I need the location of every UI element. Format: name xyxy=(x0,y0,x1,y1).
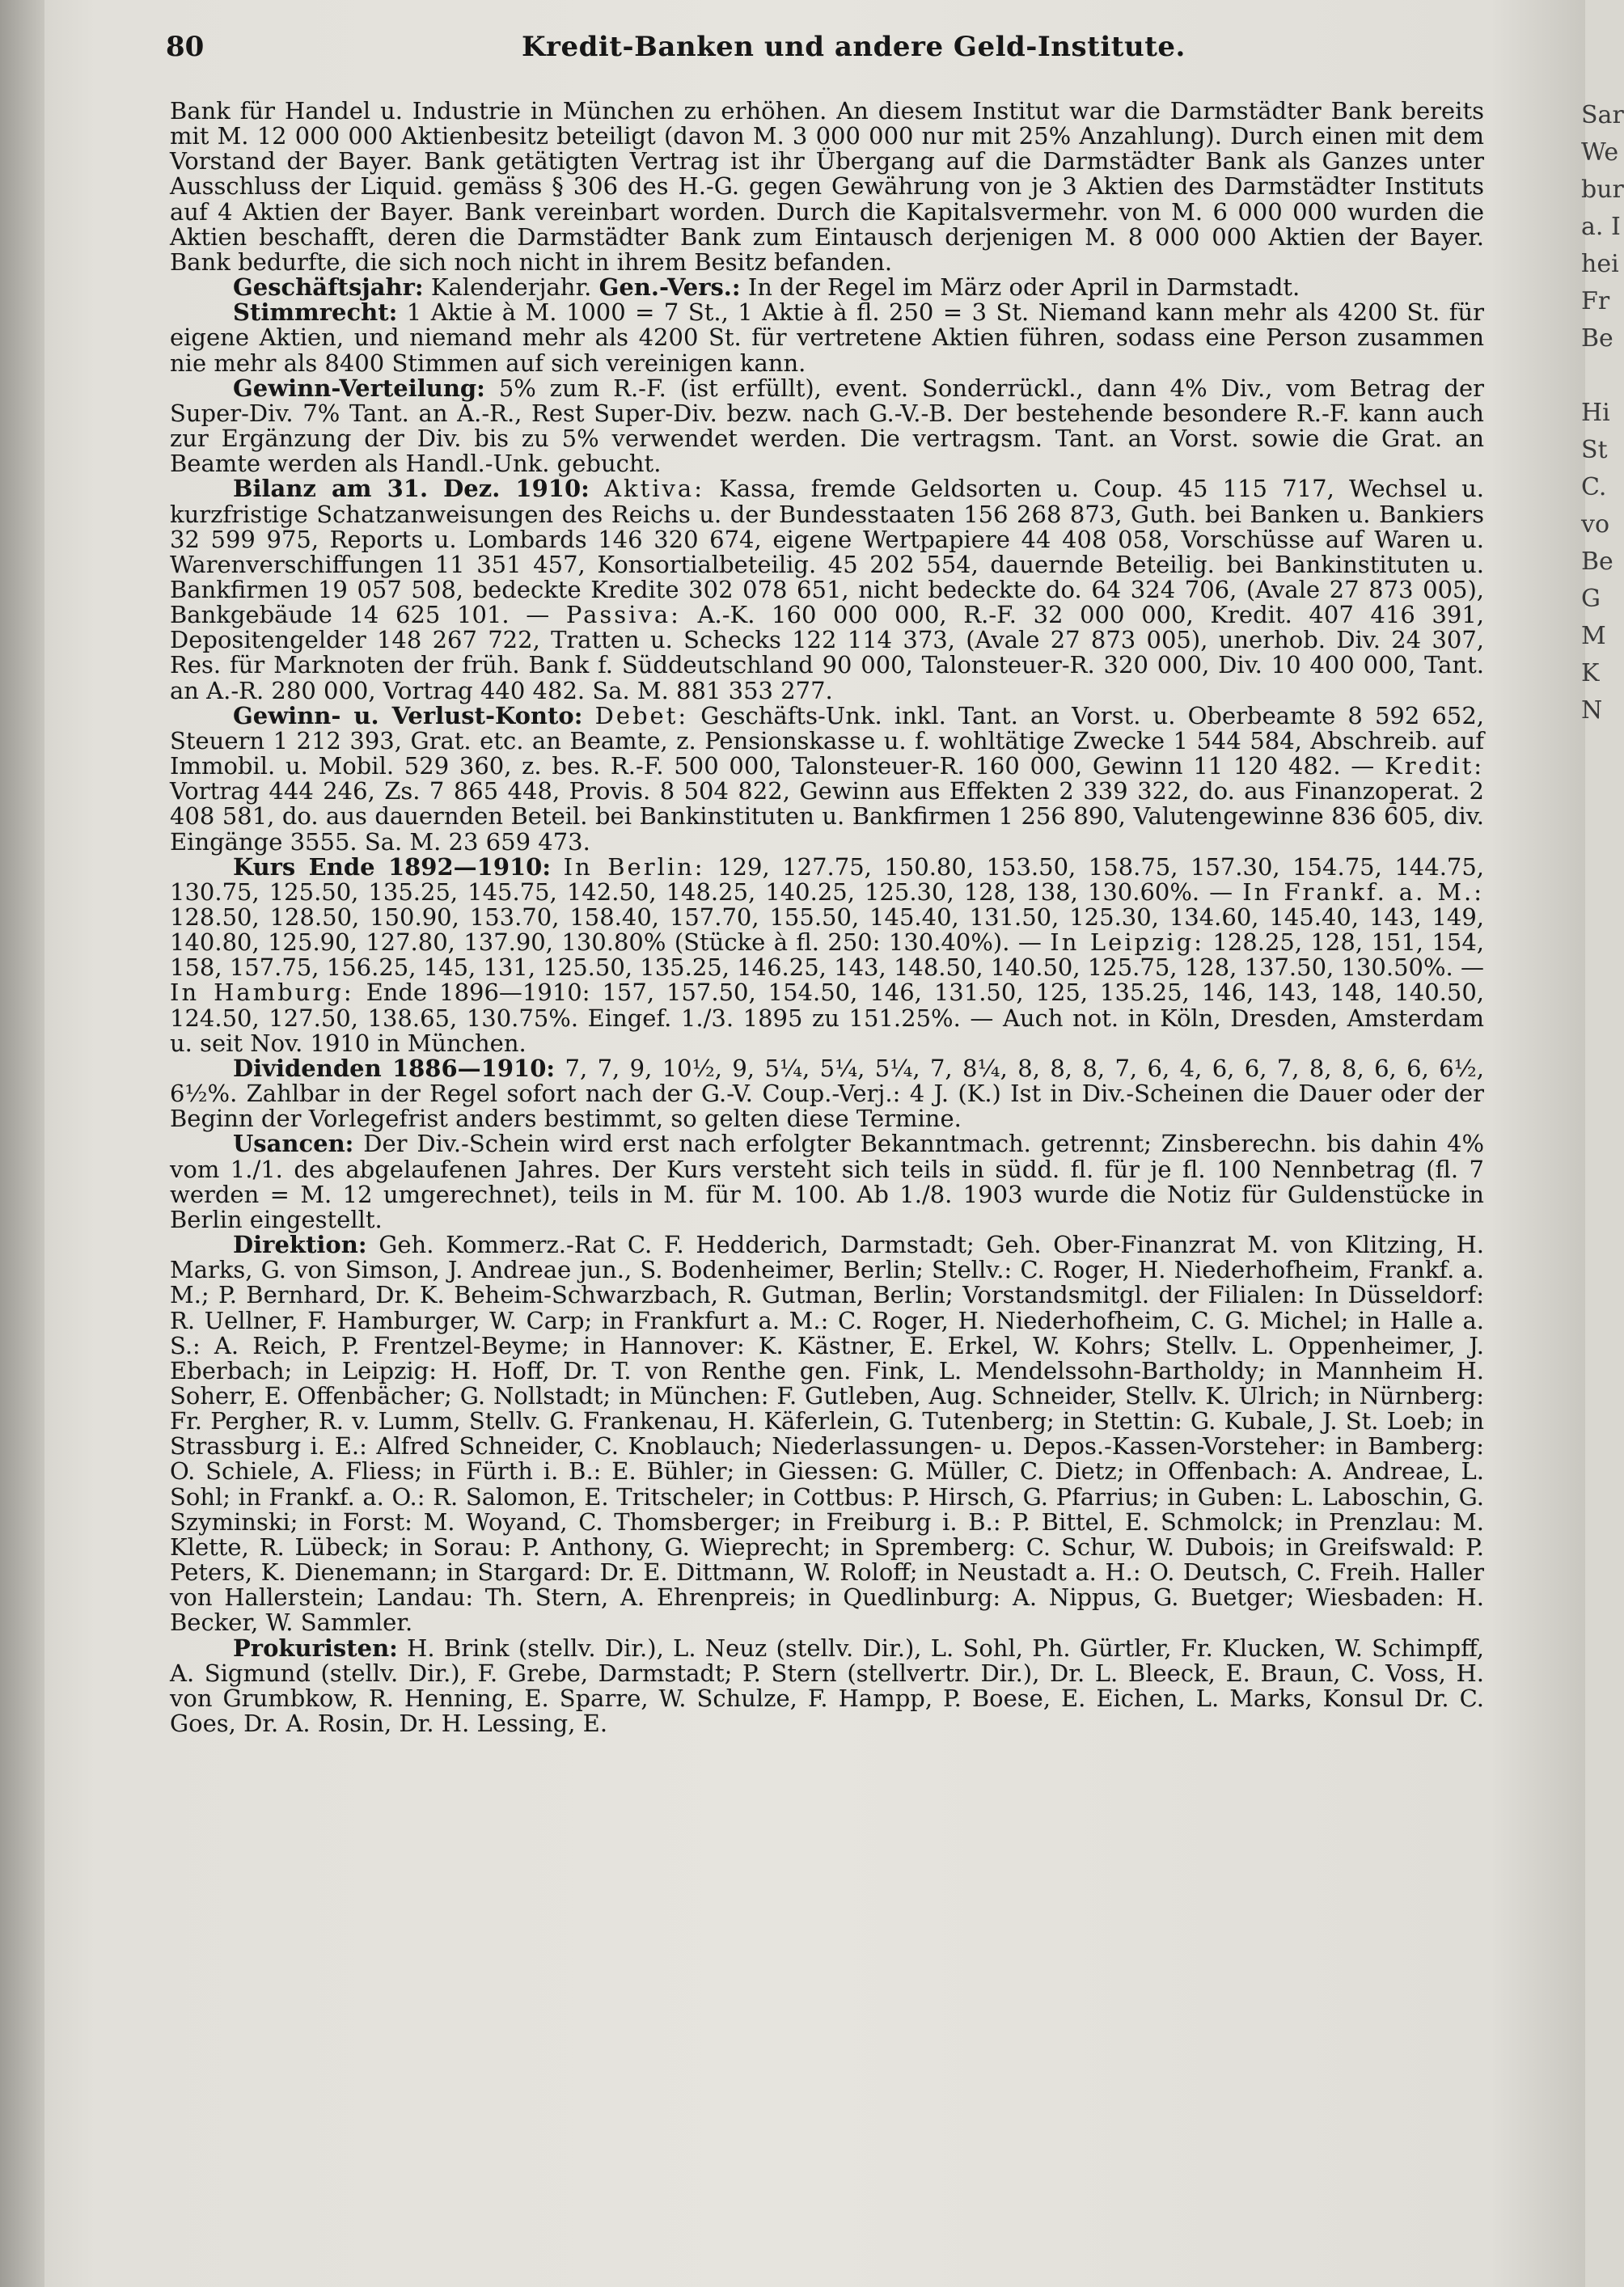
intro-paragraph xyxy=(170,99,1484,275)
kurs-frankfurt-text: 128.50, 128.50, 150.90, 153.70, 158.40, 157.70, 155.50, 145.40, 131.50, 125.30, 134.60, 145.40, 143, 149, 140.80, 125.90, 127.80, 137.90, 130.80% (Stücke à fl. 250: 130.40%). — xyxy=(170,903,1484,957)
gewinnverteilung-paragraph xyxy=(170,376,1484,477)
page-number: 80 xyxy=(166,31,205,63)
aktiva-text: Kassa, fremde Geldsorten u. Coup. 45 115 717, Wechsel u. kurzfristige Schatzanweisungen des Reichs u. der Bundesstaaten 156 268 873, Guth. bei Banken u. Bankiers 32 599 975, Reports u. Lombards 146 320 674, eigene Wertpapiere 44 408 058, Vorschüsse auf Waren u. Warenverschiffungen 11 351 457, Konsortialbeteilig. 45 202 554, dauernde Beteilig. bei Bankinstituten u. Bankfirmen 19 057 508, bedeckte Kredite 302 078 651, nicht bedeckte do. 64 324 706, (Avale 27 873 005), Bankgebäude 14 625 101. — xyxy=(170,475,1485,629)
stimmrecht-paragraph xyxy=(170,300,1484,375)
gewinnverteilung-text: 5% zum R.-F. (ist erfüllt), event. Sonderrückl., dann 4% Div., vom Betrag der Super-Div. 7% Tant. an A.-R., Rest Super-Div. bezw. nach G.-V.-B. Der bestehende besondere R.-F. kann auch zur Ergänzung der Div. bis zu 5% verwendet werden. Die vertragsm. Tant. an Vorst. sowie die Grat. an Beamte werden als Handl.-Unk. gebucht. xyxy=(170,374,1484,478)
gewinnverteilung-label: Gewinn-Verteilung: xyxy=(233,374,485,402)
bleed-fragment: St xyxy=(1581,436,1608,464)
kurs-hamburg-label: In Hamburg: xyxy=(170,979,354,1007)
bilanz-paragraph xyxy=(170,476,1484,703)
kurs-berlin-label: In Berlin: xyxy=(563,852,705,881)
guv-label: Gewinn- u. Verlust-Konto: xyxy=(233,701,583,729)
kurs-label: Kurs Ende 1892—1910: xyxy=(233,852,552,881)
kurs-paragraph xyxy=(170,852,1485,1057)
kurs-berlin-text: 129, 127.75, 150.80, 153.50, 158.75, 157.30, 154.75, 144.75, 130.75, 125.50, 135.25, 145.75, 142.50, 148.25, 140.25, 125.30, 128, 138, 130.60%. — xyxy=(170,852,1485,906)
kurs-leipzig-text: 128.25, 128, 151, 154, 158, 157.75, 156.25, 145, 131, 125.50, 135.25, 146.25, 143, 148.50, 140.50, 125.75, 128, 137.50, 130.50%. — xyxy=(170,928,1484,982)
stimmrecht-label: Stimmrecht: xyxy=(233,298,398,327)
bleed-fragment: M xyxy=(1581,622,1606,650)
kredit-label: Kredit: xyxy=(1385,752,1484,780)
direktion-label: Direktion: xyxy=(233,1231,367,1259)
bleed-fragment: Be xyxy=(1581,324,1613,353)
genvers-text: In der Regel im März oder April in Darmstadt. xyxy=(747,273,1300,302)
stimmrecht-text: 1 Aktie à M. 1000 = 7 St., 1 Aktie à fl. 250 = 3 St. Niemand kann mehr als 4200 St. für eigene Aktien, und niemand mehr als 4200 St. für vertretene Aktien führen, sodass eine Person zusammen nie mehr als 8400 Stimmen auf sich vereinigen kann. xyxy=(170,298,1485,377)
kurs-hamburg-text: Ende 1896—1910: 157, 157.50, 154.50, 146, 131.50, 125, 135.25, 146, 143, 148, 140.50, 124.50, 127.50, 138.65, 130.75%. Eingef. 1./3. 1895 zu 151.25%. — Auch not. in Köln, Dresden, Amsterdam u. seit Nov. 1910 in München. xyxy=(170,979,1484,1057)
binding-shadow xyxy=(0,0,44,2287)
genvers-label: Gen.-Vers.: xyxy=(598,273,741,302)
usancen-text: Der Div.-Schein wird erst nach erfolgter Bekanntmach. getrennt; Zinsberechn. bis dahin 4% vom 1./1. des abgelaufenen Jahres. Der Kurs versteht sich teils in südd. fl. für je fl. 100 Nennbetrag (fl. 7 werden = M. 12 umgerechnet), teils in M. für M. 100. Ab 1./8. 1903 wurde die Notiz für Guldenstücke in Berlin eingestellt. xyxy=(170,1130,1485,1233)
bleed-fragment: hei xyxy=(1581,250,1619,278)
bleed-fragment: K xyxy=(1581,659,1600,687)
passiva-text: A.-K. 160 000 000, R.-F. 32 000 000, Kredit. 407 416 391, Depositengelder 148 267 722, Tratten u. Schecks 122 114 373, (Avale 27 873 005), unerhob. Div. 24 307, Res. für Marknoten der früh. Bank f. Süddeutschland 90 000, Talonsteuer-R. 320 000, Div. 10 400 000, Tant. an A.-R. 280 000, Vortrag 440 482. Sa. M. 881 353 277. xyxy=(170,601,1485,704)
bleed-fragment: bur xyxy=(1581,175,1624,204)
bleed-fragment: Sar xyxy=(1581,101,1624,129)
geschaeftsjahr-paragraph xyxy=(170,275,1484,300)
bleed-fragment: Be xyxy=(1581,547,1613,576)
geschaeftsjahr-text: Kalenderjahr. xyxy=(430,273,592,302)
bleed-fragment: We xyxy=(1581,138,1619,167)
passiva-label: Passiva: xyxy=(565,601,681,629)
dividenden-label: Dividenden 1886—1910: xyxy=(233,1054,556,1082)
dividenden-text: 7, 7, 9, 10½, 9, 5¼, 5¼, 5¼, 7, 8¼, 8, 8, 8, 7, 6, 4, 6, 6, 7, 8, 8, 6, 6, 6½, 6½%. Zahlbar in der Regel sofort nach der G.-V. Coup.-Verj.: 4 J. (K.) Ist in Div.-Scheinen die Dauer oder der Beginn der Vorlegefrist anders bestimmt, so gelten diese Termine. xyxy=(170,1054,1484,1133)
intro-text: Bank für Handel u. Industrie in München zu erhöhen. An diesem Institut war die Darmstädter Bank bereits mit M. 12 000 000 Aktienbesitz beteiligt (davon M. 3 000 000 nur mit 25% Anzahlung). Durch einen mit dem Vorstand der Bayer. Bank getätigten Vertrag ist ihr Übergang auf die Darmstädter Bank als Ganzes unter Ausschluss der Liquid. gemäss § 306 des H.-G. gegen Gewährung von je 3 Aktien des Darmstädter Instituts auf 4 Aktien der Bayer. Bank vereinbart worden. Durch die Kapitalsvermehr. von M. 6 000 000 wurden die Aktien beschafft, deren die Darmstädter Bank zum Eintausch derjenigen M. 8 000 000 Aktien der Bayer. Bank bedurfte, die sich noch nicht in ihrem Besitz befanden. xyxy=(170,97,1484,276)
direktion-paragraph xyxy=(170,1232,1484,1636)
running-title: Kredit-Banken und andere Geld-Institute. xyxy=(522,31,1186,63)
prokuristen-paragraph xyxy=(170,1636,1484,1737)
bleed-fragment: C. xyxy=(1581,473,1607,501)
kredit-text: Vortrag 444 246, Zs. 7 865 448, Provis. 8 504 822, Gewinn aus Effekten 2 339 322, do. aus Finanzoperat. 2 408 581, do. aus dauernden Beteil. bei Bankinstituten u. Bankfirmen 1 256 890, Valutengewinne 836 605, div. Eingänge 3555. Sa. M. 23 659 473. xyxy=(170,777,1484,856)
guv-paragraph xyxy=(170,701,1484,856)
running-header xyxy=(166,31,1484,71)
bleed-fragment: N xyxy=(1581,696,1603,725)
bleed-fragment: vo xyxy=(1581,510,1610,539)
aktiva-label: Aktiva: xyxy=(604,475,704,503)
adjacent-page-bleed xyxy=(1581,97,1624,873)
bleed-fragment: G xyxy=(1581,585,1601,613)
kurs-leipzig-label: In Leipzig: xyxy=(1050,928,1204,957)
debet-label: Debet: xyxy=(594,701,689,729)
prokuristen-label: Prokuristen: xyxy=(233,1634,398,1662)
usancen-paragraph xyxy=(170,1131,1484,1232)
usancen-label: Usancen: xyxy=(233,1130,354,1158)
bleed-fragment xyxy=(1581,357,1618,395)
direktion-text: Geh. Kommerz.-Rat C. F. Hedderich, Darmstadt; Geh. Ober-Finanzrat M. von Klitzing, H. Marks, G. von Simson, J. Andreae jun., S. Bodenheimer, Berlin; Stellv.: C. Roger, H. Niederhofheim, Frankf. a. M.; P. Bernhard, Dr. K. Beheim-Schwarzbach, R. Gutman, Berlin; Vorstandsmitgl. der Filialen: In Düsseldorf: R. Uellner, F. Hamburger, W. Carp; in Frankfurt a. M.: C. Roger, H. Niederhofheim, C. G. Michel; in Halle a. S.: A. Reich, P. Frentzel-Beyme; in Hannover: K. Kästner, E. Erkel, W. Kohrs; Stellv. L. Oppenheimer, J. Eberbach; in Leipzig: H. Hoff, Dr. T. von Renthe gen. Fink, L. Mendelssohn-Bartholdy; in Mannheim H. Soherr, E. Offenbächer; G. Nollstadt; in München: F. Gutleben, Aug. Schneider, Stellv. K. Ulrich; in Nürnberg: Fr. Pergher, R. v. Lumm, Stellv. G. Frankenau, H. Käferlein, G. Tutenberg; in Stettin: G. Kubale, J. St. Loeb; in Strassburg i. E.: Alfred Schneider, C. Knoblauch; Niederlassungen- u. Depos.-Kassen-Vorsteher: in Bamberg: O. Schiele, A. Fliess; in Fürth i. B.: E. Bühler; in Giessen: G. Müller, C. Dietz; in Offenbach: A. Andreae, L. Sohl; in Frankf. a. O.: R. Salomon, E. Tritscheler; in Cottbus: P. Hirsch, G. Pfarrius; in Guben: L. Laboschin, G. Szyminski; in Forst: M. Woyand, C. Thomsberger; in Freiburg i. B.: P. Bittel, E. Schmolck; in Prenzlau: M. Klette, R. Lübeck; in Sorau: P. Anthony, G. Wieprecht; in Spremberg: C. Schur, W. Dubois; in Greifswald: P. Peters, K. Dienemann; in Stargard: Dr. E. Dittmann, W. Roloff; in Neustadt a. H.: O. Deutsch, C. Freih. Haller von Hallerstein; Landau: Th. Stern, A. Ehrenpreis; in Quedlinburg: A. Nippus, G. Buetger; Wiesbaden: H. Becker, W. Sammler. xyxy=(170,1231,1484,1637)
kurs-frankfurt-label: In Frankf. a. M.: xyxy=(1242,877,1485,906)
bilanz-label: Bilanz am 31. Dez. 1910: xyxy=(233,475,590,503)
geschaeftsjahr-label: Geschäftsjahr: xyxy=(233,273,424,302)
debet-text: Geschäfts-Unk. inkl. Tant. an Vorst. u. Oberbeamte 8 592 652, Steuern 1 212 393, Grat. etc. an Beamte, z. Pensionskasse u. f. wohltätige Zwecke 1 544 584, Abschreib. auf Immobil. u. Mobil. 529 360, z. bes. R.-F. 500 000, Talonsteuer-R. 160 000, Gewinn 11 120 482. — xyxy=(170,701,1484,780)
dividenden-paragraph xyxy=(170,1056,1484,1131)
document-body xyxy=(170,99,1484,1736)
bleed-fragment: a. I xyxy=(1581,213,1621,241)
bleed-fragment: Fr xyxy=(1581,287,1610,315)
prokuristen-text: H. Brink (stellv. Dir.), L. Neuz (stellv. Dir.), L. Sohl, Ph. Gürtler, Fr. Klucken, W. Schimpff, A. Sigmund (stellv. Dir.), F. Grebe, Darmstadt; P. Stern (stellvertr. Dir.), Dr. L. Bleeck, E. Braun, C. Voss, H. von Grumbkow, R. Henning, E. Sparre, W. Schulze, F. Hampp, P. Boese, E. Eichen, L. Marks, Konsul Dr. C. Goes, Dr. A. Rosin, Dr. H. Lessing, E. xyxy=(170,1634,1485,1737)
bleed-fragment: Hi xyxy=(1581,399,1610,427)
